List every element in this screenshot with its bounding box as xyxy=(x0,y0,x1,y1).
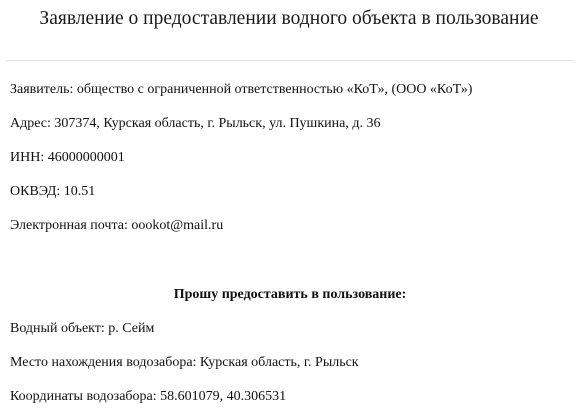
applicant-address: Адрес: 307374, Курская область, г. Рыльск, ул. Пушкина, д. 36 xyxy=(10,116,381,131)
document-title: Заявление о предоставлении водного объекта в пользование xyxy=(39,8,539,29)
water-body: Водный объект: р. Сейм xyxy=(10,321,155,336)
title-divider xyxy=(6,60,574,61)
intake-location: Место нахождения водозабора: Курская область, г. Рыльск xyxy=(10,355,359,370)
applicant-okved: ОКВЭД: 10.51 xyxy=(10,184,96,199)
applicant-name: Заявитель: общество с ограниченной ответственностью «КоТ», (ООО «КоТ») xyxy=(10,82,473,97)
request-heading: Прошу предоставить в пользование: xyxy=(173,287,407,302)
intake-coordinates: Координаты водозабора: 58.601079, 40.306531 xyxy=(10,389,287,404)
applicant-email: Электронная почта: oookot@mail.ru xyxy=(10,218,224,233)
applicant-inn: ИНН: 46000000001 xyxy=(10,150,125,165)
